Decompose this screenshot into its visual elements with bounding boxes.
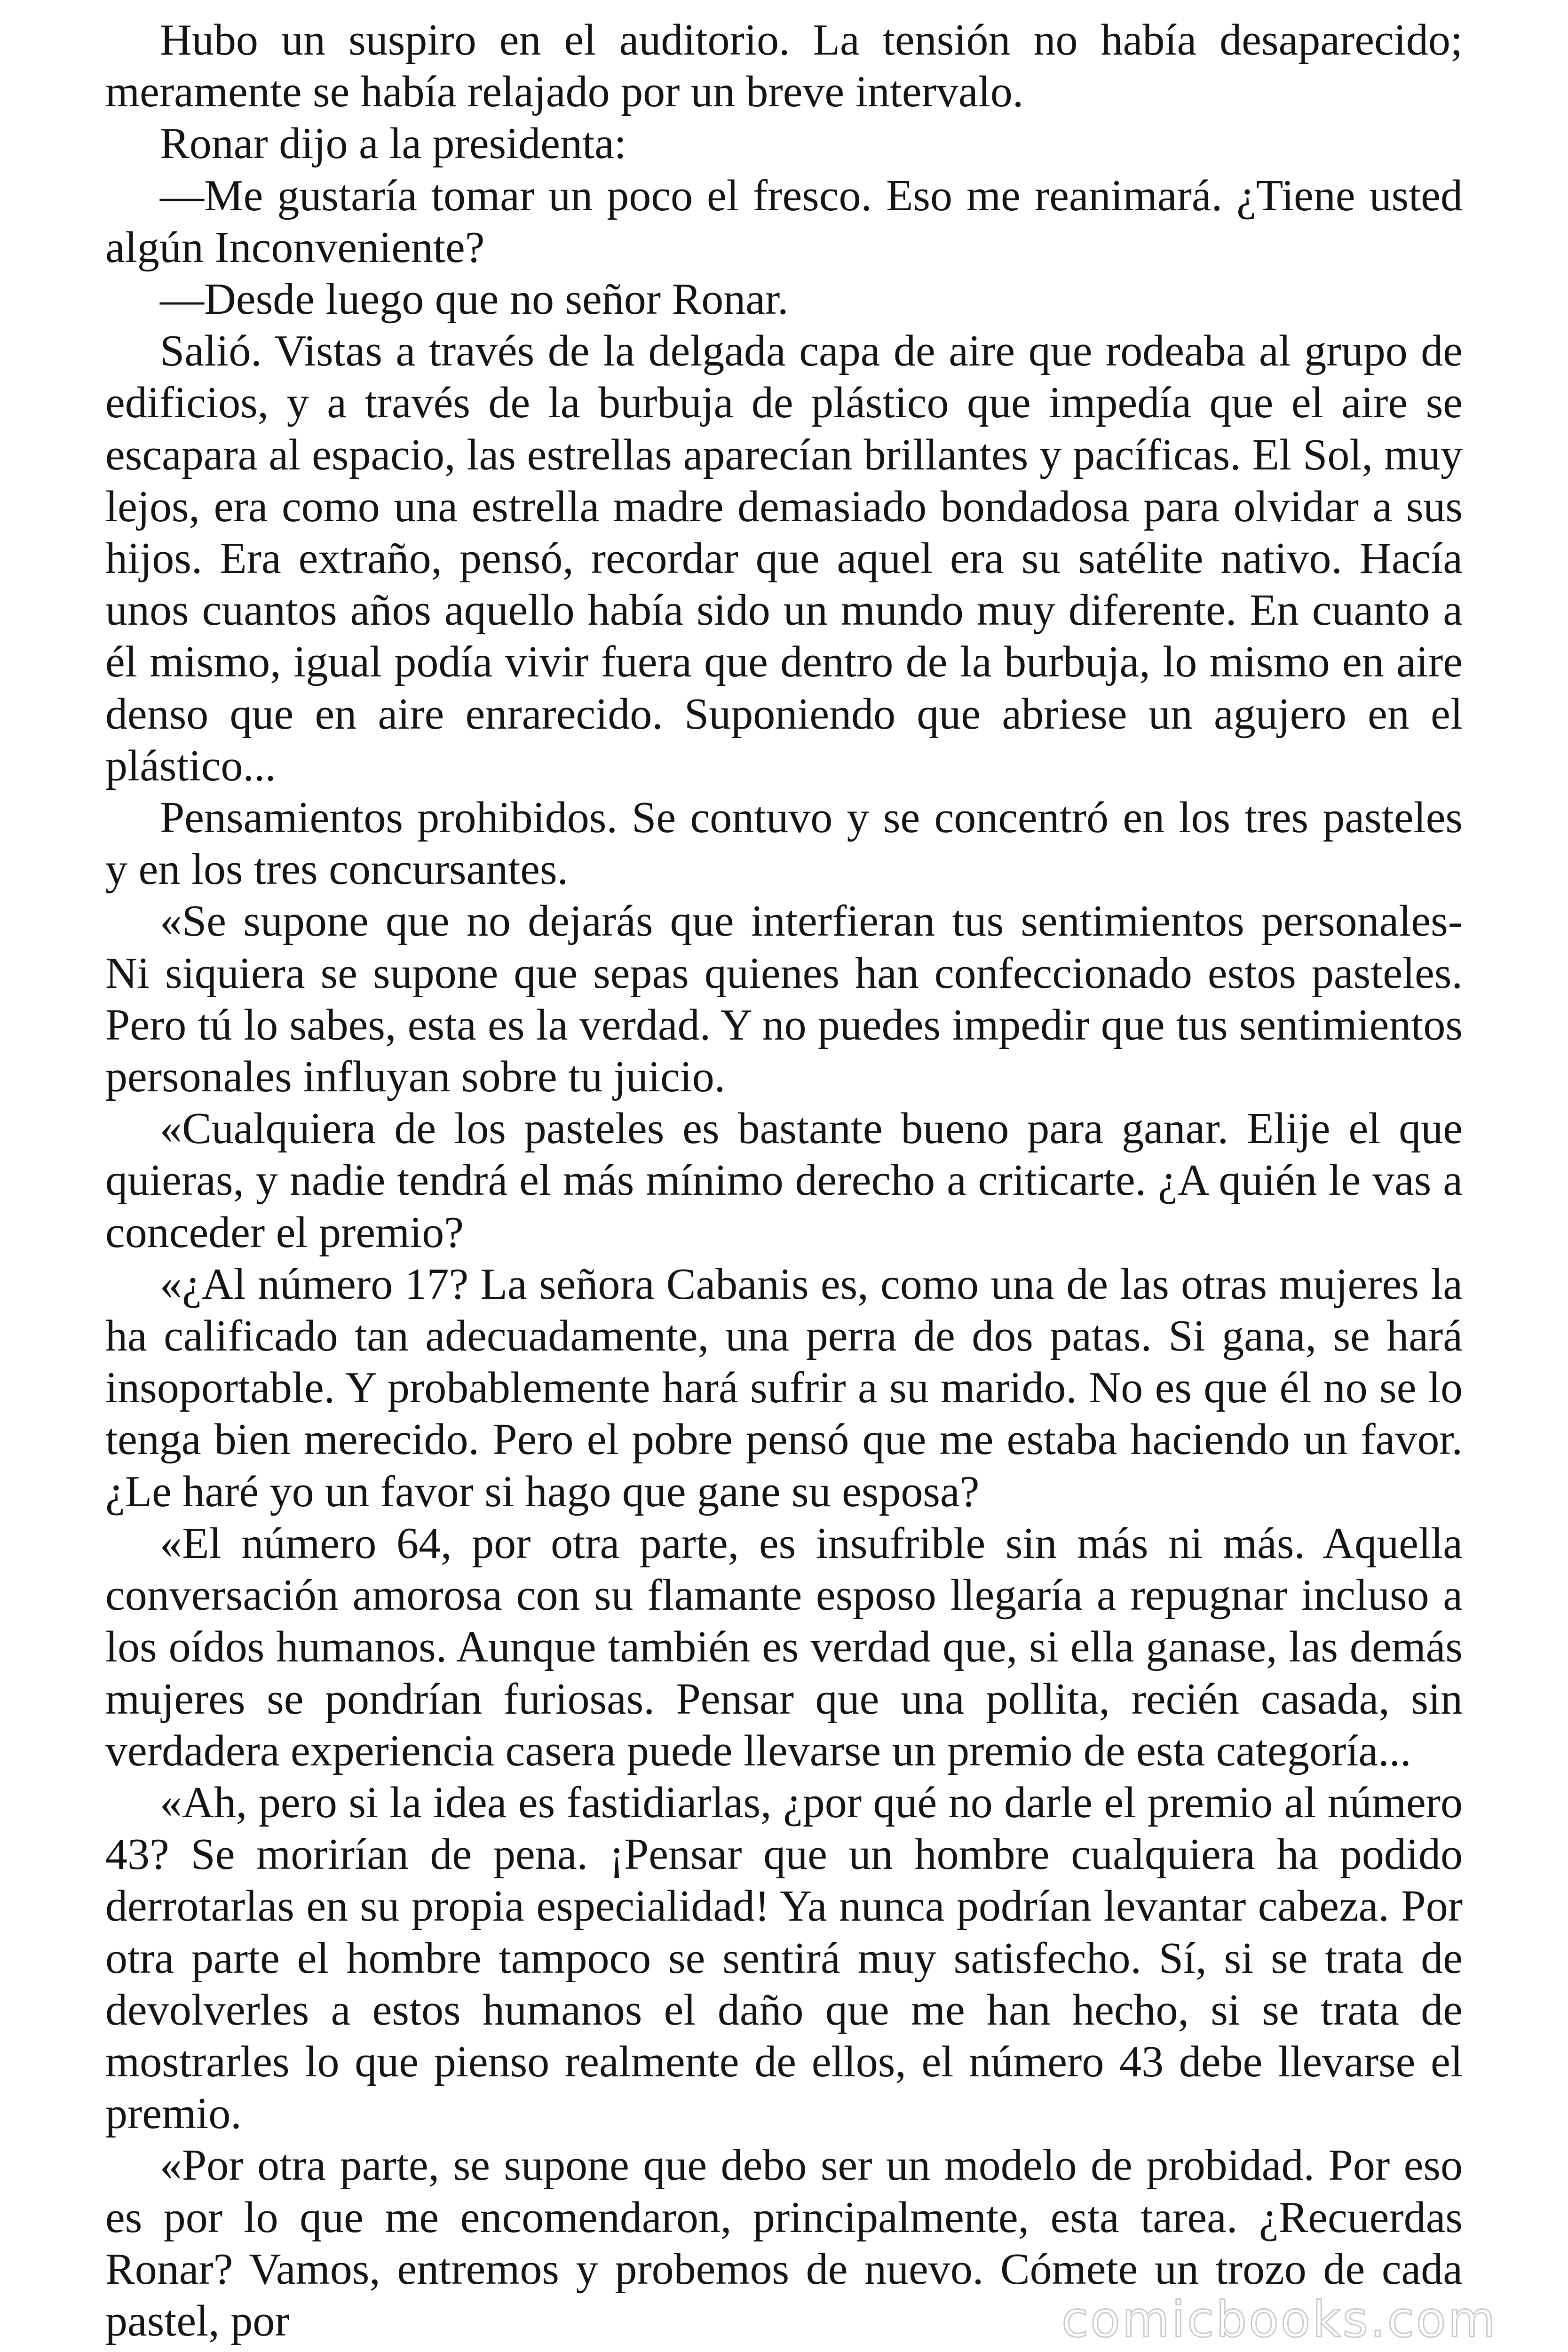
paragraph: —Desde luego que no señor Ronar. bbox=[160, 275, 789, 324]
paragraph: «Cualquiera de los pasteles es bastante bueno para ganar. Elije el que quieras, y nadie tendrá el más mínimo derecho a criticarte. ¿A quién le vas a conceder el premio? bbox=[105, 1104, 1463, 1257]
paragraph: «El número 64, por otra parte, es insufrible sin más ni más. Aquella conversación amorosa con su flamante esposo llegaría a repugnar incluso a los oídos humanos. Aunque también es verdad que, si ella ganase, las demás mujeres se pondrían furiosas. Pensar que una pollita, recién casada, sin verdadera experiencia casera puede llevarse un premio de esta categoría... bbox=[105, 1518, 1463, 1775]
watermark: comicbooks.com bbox=[1061, 2291, 1497, 2348]
paragraph: Hubo un suspiro en el auditorio. La tensión no había desaparecido; meramente se había relajado por un breve intervalo. bbox=[105, 16, 1463, 117]
paragraph: —Me gustaría tomar un poco el fresco. Eso me reanimará. ¿Tiene usted algún Inconveniente? bbox=[105, 171, 1463, 272]
page-text bbox=[105, 14, 1463, 2347]
paragraph: Pensamientos prohibidos. Se contuvo y se concentró en los tres pasteles y en los tres concursantes. bbox=[105, 793, 1463, 894]
paragraph: «¿Al número 17? La señora Cabanis es, como una de las otras mujeres la ha calificado tan adecuadamente, una perra de dos patas. Si gana, se hará insoportable. Y probablemente hará sufrir a su marido. No es que él no se lo tenga bien merecido. Pero el pobre pensó que me estaba haciendo un favor. ¿Le haré yo un favor si hago que gane su esposa? bbox=[105, 1259, 1463, 1516]
paragraph: «Se supone que no dejarás que interfieran tus sentimientos personales- Ni siquiera se supone que sepas quienes han confeccionado estos pasteles. Pero tú lo sabes, esta es la verdad. Y no puedes impedir que tus sentimientos personales influyan sobre tu juicio. bbox=[105, 897, 1463, 1102]
paragraph: «Ah, pero si la idea es fastidiarlas, ¿por qué no darle el premio al número 43? Se morirían de pena. ¡Pensar que un hombre cualquiera ha podido derrotarlas en su propia especialidad! Ya nunca podrían levantar cabeza. Por otra parte el hombre tampoco se sentirá muy satisfecho. Sí, si se trata de devolverles a estos humanos el daño que me han hecho, si se trata de mostrarles lo que pienso realmente de ellos, el número 43 debe llevarse el premio. bbox=[105, 1778, 1463, 2138]
paragraph: Salió. Vistas a través de la delgada capa de aire que rodeaba al grupo de edificios, y a través de la burbuja de plástico que impedía que el aire se escapara al espacio, las estrellas aparecían brillantes y pacíficas. El Sol, muy lejos, era como una estrella madre demasiado bondadosa para olvidar a sus hijos. Era extraño, pensó, recordar que aquel era su satélite nativo. Hacía unos cuantos años aquello había sido un mundo muy diferente. En cuanto a él mismo, igual podía vivir fuera que dentro de la burbuja, lo mismo en aire denso que en aire enrarecido. Suponiendo que abriese un agujero en el plástico... bbox=[105, 326, 1463, 790]
paragraph: «Por otra parte, se supone que debo ser un modelo de probidad. Por eso es por lo que me encomendaron, principalmente, esta tarea. ¿Recuerdas Ronar? Vamos, entremos y probemos de nuevo. Cómete un trozo de cada pastel, por bbox=[105, 2141, 1463, 2345]
paragraph: Ronar dijo a la presidenta: bbox=[160, 119, 626, 168]
